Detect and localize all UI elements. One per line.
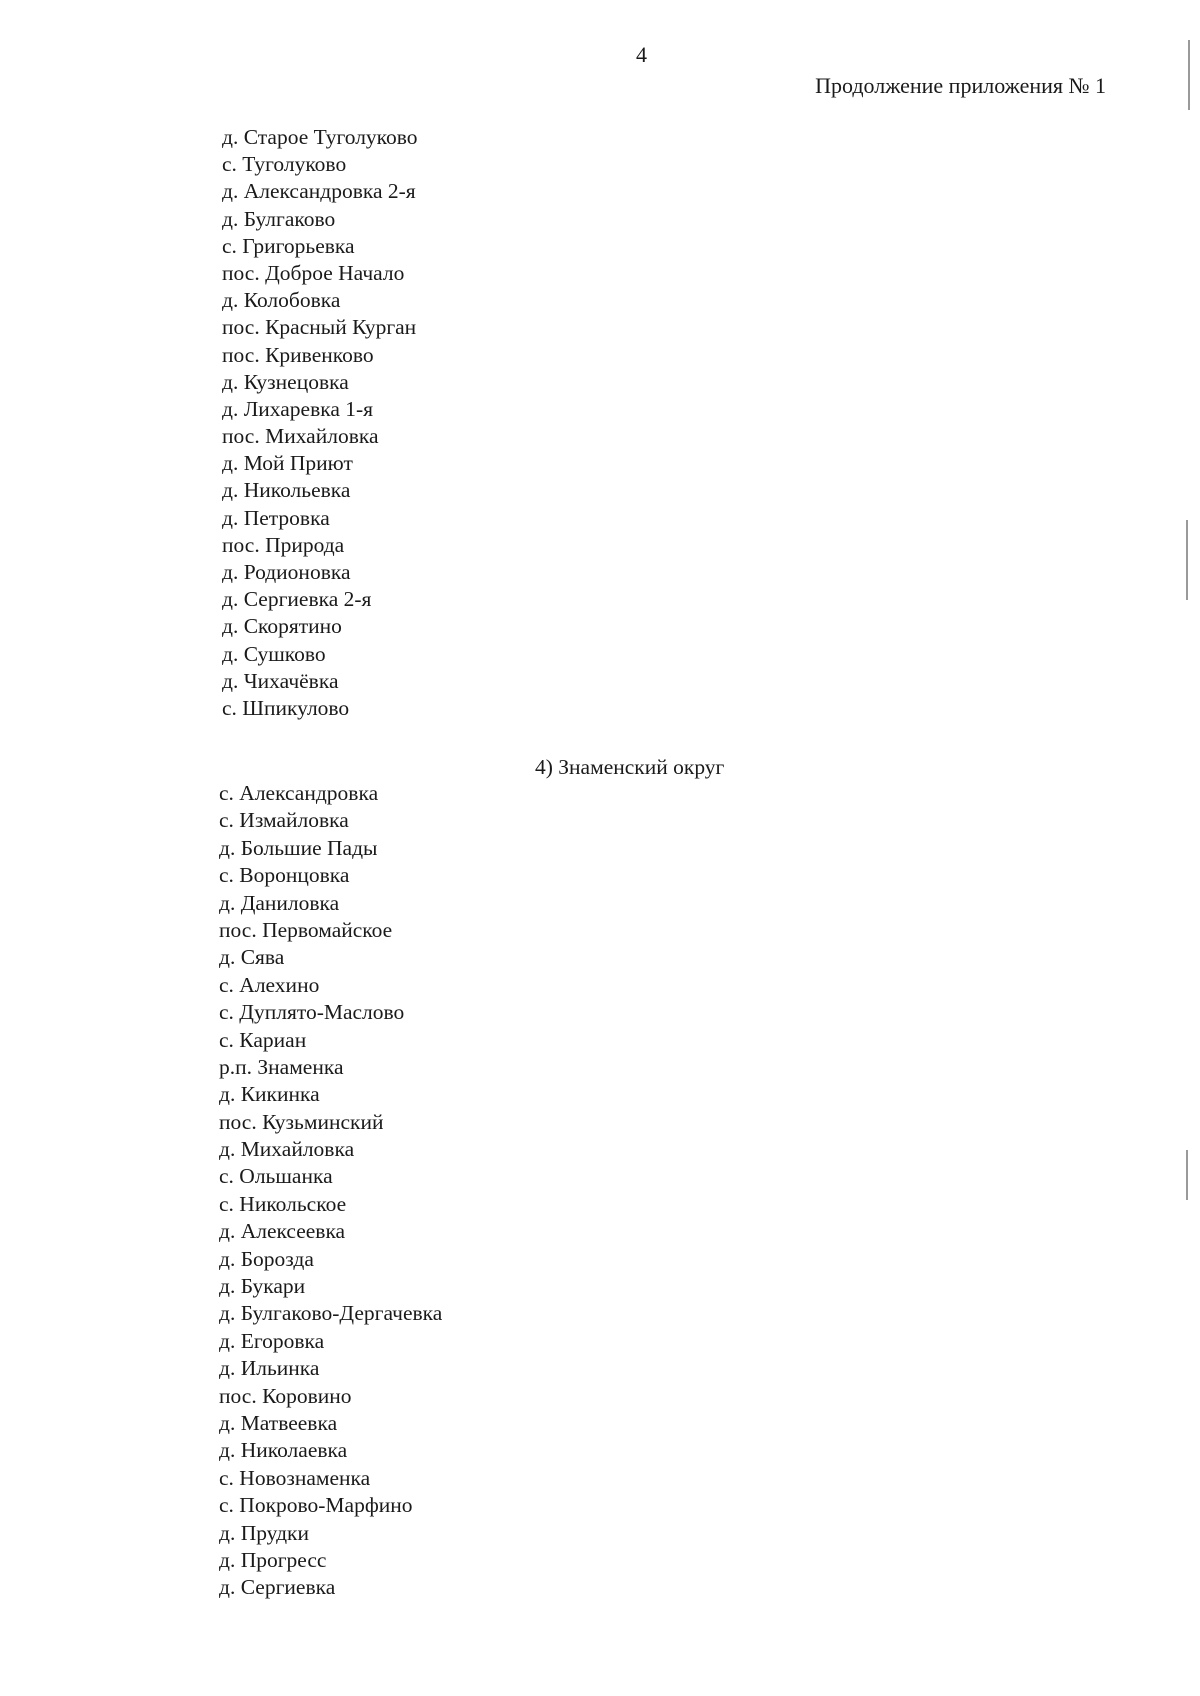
settlement-item: д. Сергиевка 2-я [222,587,372,612]
settlement-item: д. Даниловка [219,890,340,915]
settlement-item: с. Новознаменка [219,1465,371,1490]
settlement-item: д. Матвеевка [219,1410,338,1435]
settlement-item: д. Булгаково-Дергачевка [219,1301,443,1326]
settlement-item: д. Кузнецовка [222,369,349,394]
settlement-item: д. Алексеевка [219,1219,346,1244]
section-heading-znamensky-okrug: 4) Знаменский округ [535,755,725,779]
settlement-item: д. Старое Туголуково [222,125,418,149]
settlement-item: д. Кикинка [219,1082,320,1107]
settlement-item: д. Александровка 2-я [222,179,416,204]
settlement-item: пос. Природа [222,532,345,557]
settlement-item: пос. Первомайское [219,917,393,942]
settlement-item: д. Большие Пады [219,835,378,860]
scan-artifact [1186,520,1188,600]
settlement-item: д. Михайловка [219,1137,355,1162]
settlement-item: д. Прогресс [219,1547,327,1572]
settlement-item: пос. Кузьминский [219,1109,384,1134]
settlement-list-znamensky-okrug [219,780,442,1602]
settlement-item: д. Прудки [219,1520,309,1545]
settlement-item: д. Сява [219,945,285,970]
settlement-list-continued [222,124,418,722]
settlement-item: д. Сергиевка [219,1575,336,1600]
settlement-item: с. Шпикулово [222,695,350,720]
settlement-item: пос. Красный Курган [222,315,417,340]
settlement-item: д. Родионовка [222,560,351,584]
settlement-item: д. Борозда [219,1246,314,1271]
settlement-item: д. Булгаково [222,206,336,231]
settlement-item: с. Измайловка [219,808,349,833]
settlement-item: с. Туголуково [222,152,347,177]
scan-artifact [1186,1150,1188,1200]
settlement-item: с. Ольшанка [219,1164,333,1189]
settlement-item: пос. Доброе Начало [222,260,405,285]
settlement-item: р.п. Знаменка [219,1054,344,1079]
settlement-item: д. Чихачёвка [222,668,339,693]
settlement-item: с. Кариан [219,1027,307,1052]
settlement-item: д. Сушково [222,641,326,666]
scan-artifact [1188,40,1190,110]
appendix-continuation-note: Продолжение приложения № 1 [815,73,1106,98]
settlement-item: д. Колобовка [222,288,341,313]
settlement-item: с. Дуплято-Маслово [219,1000,405,1025]
settlement-item: с. Покрово-Марфино [219,1493,413,1518]
settlement-item: с. Григорьевка [222,233,355,258]
page-number: 4 [636,42,647,67]
settlement-item: с. Алехино [219,972,320,997]
settlement-item: д. Николаевка [219,1438,348,1463]
settlement-item: д. Егоровка [219,1328,325,1353]
settlement-item: д. Мой Приют [222,451,353,476]
settlement-item: с. Александровка [219,781,379,805]
settlement-item: д. Петровка [222,505,330,530]
settlement-item: пос. Коровино [219,1383,352,1408]
settlement-item: д. Ильинка [219,1356,320,1381]
settlement-item: с. Никольское [219,1191,347,1216]
settlement-item: д. Никольевка [222,478,351,503]
settlement-item: пос. Кривенково [222,342,374,367]
settlement-item: д. Лихаревка 1-я [222,396,374,421]
settlement-item: с. Воронцовка [219,863,350,888]
settlement-item: д. Букари [219,1274,306,1299]
settlement-item: пос. Михайловка [222,424,379,449]
settlement-item: д. Скорятино [222,614,342,639]
